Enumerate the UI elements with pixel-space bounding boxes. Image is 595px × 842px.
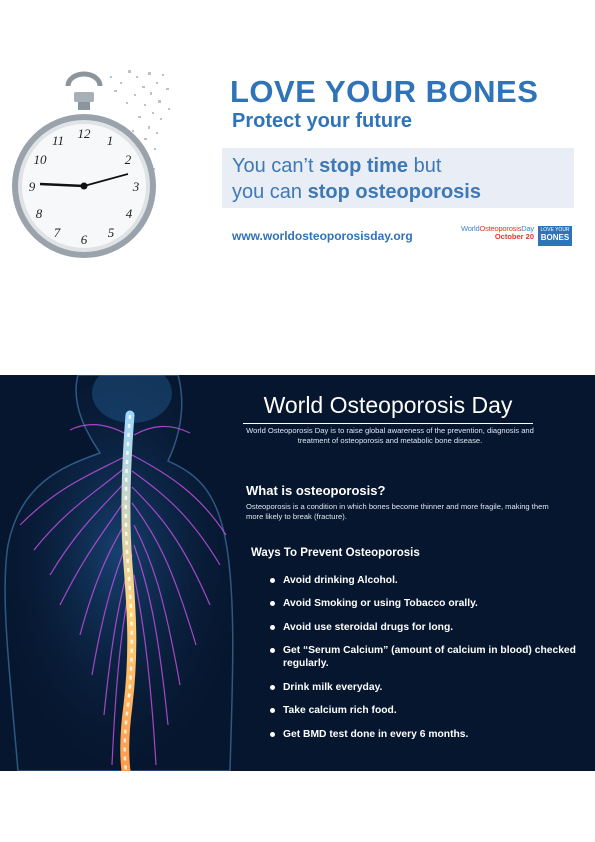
numeral-11: 11: [51, 133, 65, 148]
numeral-6: 6: [80, 232, 88, 247]
spine-nerves-illustration: [0, 375, 240, 771]
subheadline: Protect your future: [232, 110, 413, 132]
spine-column: [125, 415, 132, 771]
numeral-8: 8: [35, 206, 43, 221]
list-item: Get “Serum Calcium” (amount of calcium in blood) checked regularly.: [270, 644, 586, 670]
what-is-text: Osteoporosis is a condition in which bones become thinner and more fragile, making them more likely to break (fracture).: [246, 502, 549, 522]
torso-silhouette: [5, 375, 233, 771]
numeral-5: 5: [107, 225, 115, 240]
tagline-line-2: you can stop osteoporosis: [232, 181, 481, 203]
love-your-bones-badge: LOVE YOUR BONES: [538, 226, 572, 246]
panel-title: World Osteoporosis Day: [243, 392, 533, 424]
logo-date: October 20: [494, 231, 534, 241]
world-osteoporosis-day-logo: WorldOsteoporosisDay October 20: [444, 225, 534, 241]
list-item: Drink milk everyday.: [270, 681, 586, 694]
website-link[interactable]: www.worldosteoporosisday.org: [232, 229, 413, 243]
numeral-10: 10: [33, 152, 47, 167]
tagline-line-1: You can’t stop time but: [232, 155, 442, 177]
list-item: Avoid Smoking or using Tobacco orally.: [270, 597, 586, 610]
pocket-watch-illustration: [10, 68, 170, 268]
intro-text: World Osteoporosis Day is to raise global awareness of the prevention, diagnosis and treatment of osteoporosis and metabolic bone disease.: [246, 426, 534, 446]
numeral-3: 3: [132, 179, 140, 194]
numeral-7: 7: [53, 225, 61, 240]
tagline-stripe: [222, 148, 574, 208]
numeral-1: 1: [106, 133, 114, 148]
list-item: Avoid use steroidal drugs for long.: [270, 621, 586, 634]
watch-crown: [68, 74, 100, 110]
numeral-12: 12: [77, 126, 91, 141]
headline: LOVE YOUR BONES: [230, 74, 539, 109]
numeral-4: 4: [125, 206, 133, 221]
list-item: Get BMD test done in every 6 months.: [270, 728, 586, 741]
awareness-banner: [0, 40, 595, 272]
numeral-2: 2: [124, 152, 132, 167]
what-is-heading: What is osteoporosis?: [246, 483, 386, 498]
list-item: Avoid drinking Alcohol.: [270, 574, 586, 587]
prevention-list: [270, 574, 586, 751]
list-item: Take calcium rich food.: [270, 704, 586, 717]
prevention-heading: Ways To Prevent Osteoporosis: [251, 547, 420, 559]
numeral-9: 9: [28, 179, 36, 194]
info-panel: [0, 375, 595, 771]
